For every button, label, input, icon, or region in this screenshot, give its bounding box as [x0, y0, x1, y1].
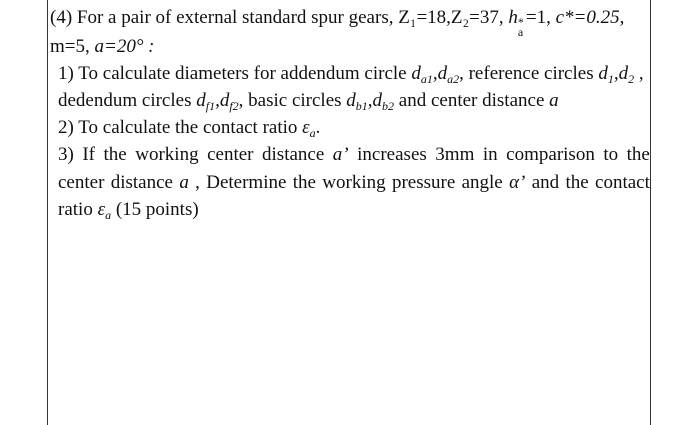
problem-header: [50, 6, 625, 39]
d-symbol: $d_1,d_2$: [598, 63, 635, 86]
q1-line-1: 1) To calculate diameters for addendum circle $d_{a1},d_{a2}$, reference circles $d_1,d_2$ ,: [58, 63, 644, 86]
q3-w: 3): [58, 144, 74, 165]
d2-d: d: [618, 63, 629, 84]
q3-eps-sub: a: [105, 208, 112, 222]
q3-w: ,: [195, 172, 200, 193]
center-distance-symbol: a: [549, 90, 559, 111]
q3-w: increases: [357, 144, 427, 165]
db-symbol: $d_{b1},d_{b2}$: [346, 90, 395, 113]
q2-eps-sub: a: [309, 126, 316, 140]
q3-text-ratio: ratio: [58, 199, 93, 220]
df1-sub: f1: [205, 99, 216, 113]
d2-sub: 2: [628, 72, 635, 86]
q3-w: center: [207, 144, 254, 165]
df2-d: d: [219, 90, 230, 111]
ha-star: *: [517, 15, 524, 29]
d1-d: d: [598, 63, 608, 84]
q1-text-b: , reference circles: [459, 63, 594, 84]
q1-text-c: dedendum circles: [58, 90, 192, 111]
ha-sub: a: [517, 25, 524, 39]
points-label: (15 points): [115, 199, 199, 220]
working-distance-symbol: a’: [332, 144, 349, 165]
df2-sub: f2: [229, 99, 239, 113]
q2-text: 2) To calculate the contact ratio: [58, 117, 298, 138]
q3-w: contact: [595, 172, 650, 193]
q3-w: in: [482, 144, 498, 165]
da1-d: d: [411, 63, 421, 84]
q2-eps: ε: [302, 117, 310, 138]
q2-line: 2) To calculate the contact ratio $\varepsilon_a$.: [58, 117, 321, 140]
da2-d: d: [437, 63, 448, 84]
q3-eps: ε: [97, 199, 106, 220]
q3-w: 3mm: [435, 144, 475, 165]
q3-w: Determine: [206, 172, 287, 193]
q3-w: distance: [110, 172, 173, 193]
header-label: (4) For a pair of external standard spur gears,: [50, 7, 394, 28]
q3-line-2: [58, 171, 650, 195]
q3-w: comparison: [506, 144, 595, 165]
pressure-angle-value: a=20° :: [94, 36, 155, 57]
module-value: m=5,: [50, 36, 90, 57]
module-angle-line: [50, 35, 155, 59]
q3-w: the: [292, 172, 316, 193]
db2-d: d: [372, 90, 383, 111]
q3-w: pressure: [391, 172, 456, 193]
da1-symbol: $d_{a1},d_{a2}$: [411, 63, 460, 86]
q1-line-2: [58, 89, 559, 113]
da2-sub: a2: [447, 72, 460, 86]
db1-sub: b1: [355, 99, 368, 113]
q3-w: distance: [262, 144, 325, 165]
df-symbol: $d_{f1},d_{f2}$: [196, 90, 239, 113]
q3-w: center: [58, 172, 105, 193]
z1-value: Z₁=18,: [398, 7, 451, 28]
q1-text-d: , basic circles: [238, 90, 342, 111]
q1-text-a: 1) To calculate diameters for addendum circle: [58, 63, 407, 84]
q1-text-e: and center distance: [398, 90, 545, 111]
q3-w: and: [531, 172, 560, 193]
q3-w: If: [82, 144, 95, 165]
d1-sub: 1: [607, 72, 614, 86]
center-distance-symbol: a: [179, 172, 189, 193]
ha-value: =1,: [525, 7, 551, 28]
q3-w: the: [626, 144, 650, 165]
q3-line-1: [58, 143, 650, 167]
q3-w: to: [603, 144, 619, 165]
da1-sub: a1: [420, 72, 433, 86]
q3-epsilon: [98, 199, 112, 220]
q3-w: angle: [461, 172, 503, 193]
q3-w: working: [322, 172, 386, 193]
df1-d: d: [196, 90, 206, 111]
q2-epsilon: [302, 117, 316, 138]
q3-w: working: [135, 144, 199, 165]
q3-w: the: [565, 172, 589, 193]
z2-value: Z₂=37,: [450, 7, 504, 28]
ha-subsup: [517, 15, 526, 39]
q3-line-3: [58, 198, 199, 222]
working-angle-symbol: α’: [509, 172, 526, 193]
q3-w: the: [103, 144, 127, 165]
db1-d: d: [346, 90, 356, 111]
db2-sub: b2: [382, 99, 395, 113]
ha-symbol: h: [508, 7, 518, 28]
c-star-value: c*=0.25,: [555, 7, 625, 28]
